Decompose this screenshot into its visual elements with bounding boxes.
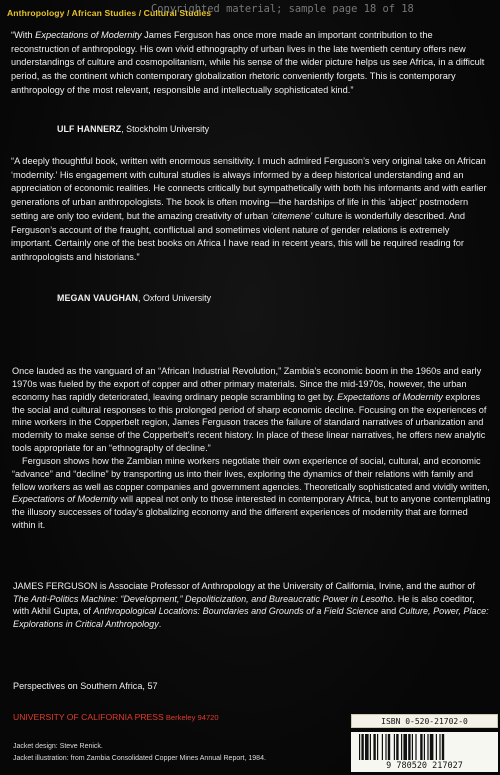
author-bio	[13, 580, 491, 630]
book-description	[12, 365, 492, 532]
publisher-name: UNIVERSITY OF CALIFORNIA PRESS	[13, 712, 164, 722]
barcode-bars	[359, 734, 490, 760]
series-name: Perspectives on Southern Africa, 57	[13, 681, 158, 691]
endorsement-quote: “With Expectations of Modernity James Ferguson has once more made an important contribution to the reconstruction of anthropology. His own vivid ethnography of urban lives in the late twentieth century offers new understandings of culture and cosmopolitanism, while his sense of the wider picture helps us see Africa, in a difficult period, as the continent which contemporary globalization rhetoric conveniently forgets. This is contemporary anthropology of the most relevant, responsible and intellectually sophisticated kind.”	[11, 30, 485, 95]
barcode-number: 9 780520 217027	[351, 761, 498, 772]
jacket-design-credit: Jacket design: Steve Renick.	[13, 743, 103, 750]
subject-category: Anthropology / African Studies / Cultural Studies	[7, 8, 212, 18]
description-paragraph: Once lauded as the vanguard of an “African Industrial Revolution,” Zambia’s economic boom in the 1960s and early 1970s was fueled by the export of copper and other primary materials. Since the mid-1970s, however, the urban economy has rapidly deteriorated, leaving ordinary people scrambling to get by. Expectations of Modernity explores the social and cultural responses to this prolonged period of sharp economic decline. Focusing on the experiences of mine workers in the Copperbelt region, James Ferguson traces the failure of standard narratives of urbanization and modernity to make sense of the Copperbelt’s recent history. In place of these linear narratives, he offers new analytic tools appropriate for an “ethnography of decline.”	[12, 366, 487, 454]
endorsement-hannerz	[11, 29, 489, 98]
endorsement-author: MEGAN VAUGHAN, Oxford University	[57, 293, 212, 303]
book-title: Expectations of Modernity	[35, 30, 142, 40]
isbn-label: ISBN 0-520-21702-0	[351, 714, 498, 728]
book-title: Expectations of Modernity	[12, 494, 118, 505]
jacket-illustration-credit: Jacket illustration: from Zambia Consolidated Copper Mines Annual Report, 1984.	[13, 755, 266, 762]
term-citemene: ‘citemene’	[270, 210, 313, 221]
book-title: Expectations of Modernity	[337, 391, 443, 402]
publisher-imprint	[13, 712, 219, 722]
description-paragraph: Ferguson shows how the Zambian mine workers negotiate their own experience of social, cultural, and economic “advance” and “decline” by transporting us into their lives, exploring the dynamics of their relations with family and fellow workers as well as copper companies and government agencies. Theoretically sophisticated and vividly written, Expectations of Modernity will appeal not only to those interested in contemporary Africa, but to anyone contemplating the illusory successes of today’s globalizing economy and the different experiences of modernity that are formed within it.	[12, 455, 491, 531]
barcode-block	[351, 714, 498, 772]
copyright-watermark: Copyrighted material; sample page 18 of 18	[151, 3, 414, 15]
endorsement-vaughan	[11, 155, 489, 265]
endorsement-author: ULF HANNERZ, Stockholm University	[57, 124, 210, 134]
author-bio-text: JAMES FERGUSON is Associate Professor of Anthropology at the University of California, Irvine, and the author of The Anti-Politics Machine: “Development,” Depoliticization, and Bureaucratic Power in Lesotho. He is also coeditor, with Akhil Gupta, of Anthropological Locations: Boundaries and Grounds of a Field Science and Culture, Power, Place: Explorations in Critical Anthropology.	[13, 581, 489, 629]
header-bar	[7, 3, 494, 18]
jacket-credits	[13, 741, 266, 765]
endorsement-quote: “A deeply thoughtful book, written with enormous sensitivity. I much admired Ferguson’s very original take on African ‘modernity.’ His engagement with cultural studies is always informed by a deep historical understanding and an appreciation of economic realities. He connects critically but sympathetically with both his informants and with earlier generations of urban anthropologists. The book is often moving—the hardships of life in this ‘abject’ postmodern setting are only too evident, but the amazing creativity of urban ‘citemene’ culture is wonderfully described. And Ferguson’s account of the fraught, conflictual and sometimes violent nature of gender relations is extremely important. Certainly one of the best books on Africa I have read in recent years, this will be required reading for anthropologists and historians.”	[11, 156, 487, 262]
barcode-icon	[351, 732, 498, 772]
publisher-city: Berkeley 94720	[163, 713, 219, 722]
